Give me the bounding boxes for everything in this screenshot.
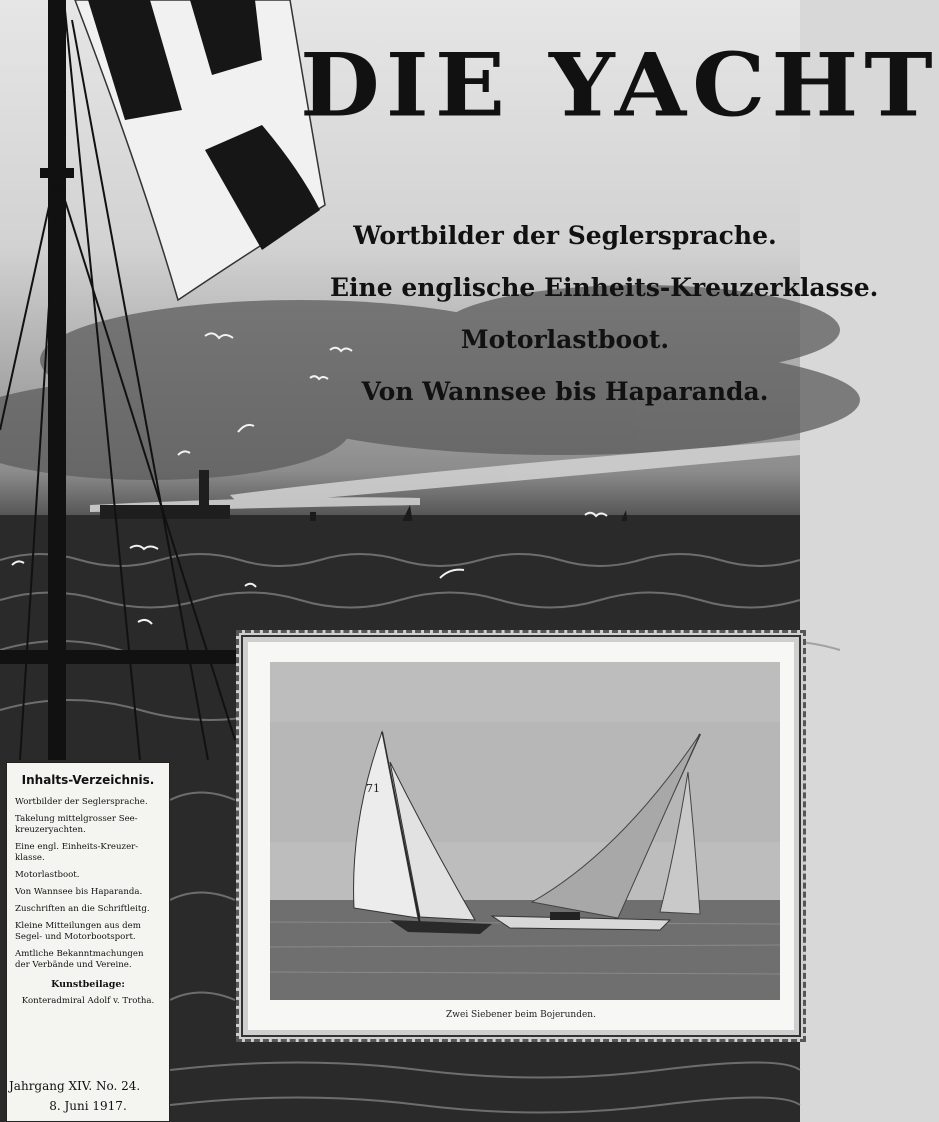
toc-item: Eine engl. Einheits-Kreuzer- klasse. — [15, 842, 139, 863]
photo-frame — [236, 630, 806, 1042]
magazine-title: DIE YACHT — [300, 33, 939, 137]
issue-date: 8. Juni 1917. — [49, 1099, 127, 1113]
volume-number: Jahrgang XIV. No. 24. — [9, 1079, 141, 1093]
toc-item: Takelung mittelgrosser See- kreuzeryachten. — [15, 814, 138, 835]
table-of-contents — [6, 762, 170, 1122]
toc-item: Kleine Mitteilungen aus dem Segel- und Motorbootsport. — [15, 921, 141, 942]
toc-title: Inhalts-Verzeichnis. — [21, 773, 155, 787]
toc-item: Wortbilder der Seglersprache. — [15, 797, 148, 807]
headline: Von Wannsee bis Haparanda. — [361, 377, 769, 406]
signal-flag — [75, 0, 325, 300]
toc-item: Amtliche Bekanntmachungen der Verbände und Vereine. — [15, 949, 144, 970]
headline: Motorlastboot. — [460, 325, 670, 354]
toc-list — [13, 797, 163, 971]
toc-item: Motorlastboot. — [15, 870, 80, 880]
headline: Eine englische Einheits-Kreuzerklasse. — [330, 273, 879, 302]
photo-caption: Zwei Siebener beim Bojerunden. — [446, 1010, 596, 1020]
sail-number: 71 — [366, 782, 380, 795]
toc-item: Von Wannsee bis Haparanda. — [15, 887, 143, 897]
toc-item: Zuschriften an die Schriftleitg. — [15, 904, 150, 914]
art-supplement-title: Kunstbeilage: — [51, 979, 125, 990]
headline: Wortbilder der Seglersprache. — [353, 221, 777, 250]
art-supplement: Konteradmiral Adolf v. Trotha. — [21, 996, 155, 1006]
sailing-photo — [270, 662, 780, 1000]
cover-headlines — [330, 210, 879, 418]
